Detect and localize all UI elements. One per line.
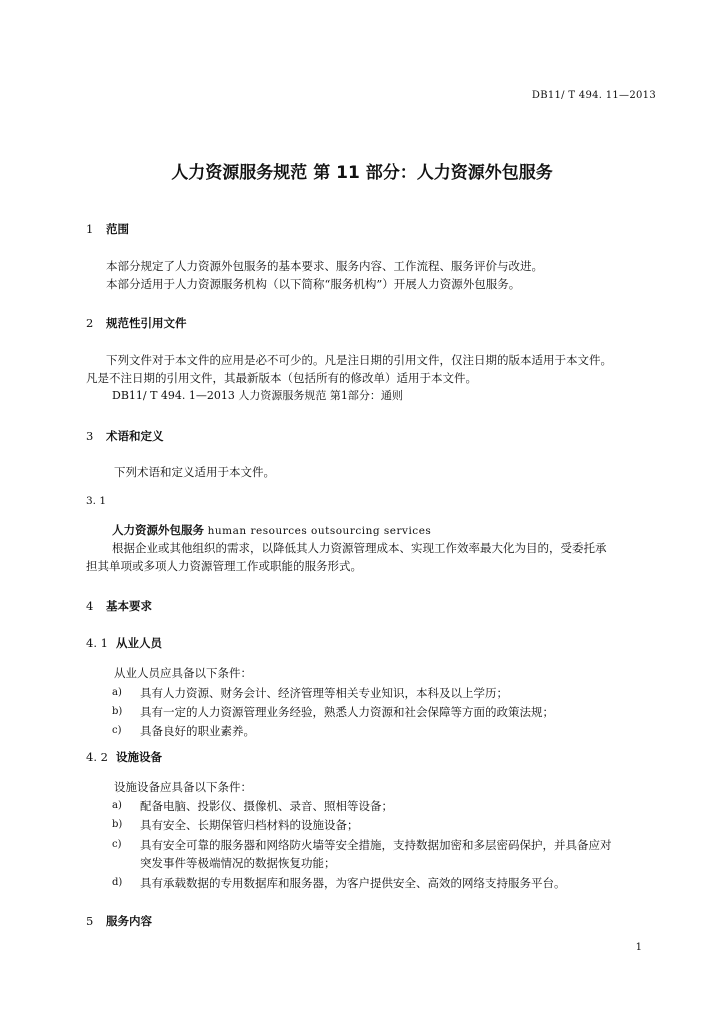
section-3-paragraph: 下列术语和定义适用于本文件。	[114, 465, 275, 479]
section-3-heading	[86, 427, 164, 445]
term-english: human resources outsourcing services	[207, 525, 432, 537]
term-chinese: 人力资源外包服务	[112, 523, 204, 537]
term-entry	[112, 521, 431, 540]
list-item-text: 具有一定的人力资源管理业务经验，熟悉人力资源和社会保障等方面的政策法规；	[140, 705, 554, 719]
clause-4-2-heading	[86, 748, 162, 766]
list-marker: a)	[112, 687, 122, 698]
section-2-paragraph-line-1: 下列文件对于本文件的应用是必不可少的。凡是注日期的引用文件，仅注日期的版本适用于本文件。	[106, 353, 612, 367]
section-4-heading	[86, 597, 152, 615]
section-number: 4	[86, 599, 94, 613]
page-number: 1	[635, 942, 642, 953]
section-title: 术语和定义	[106, 429, 164, 443]
clause-4-1-heading	[86, 634, 162, 652]
list-marker: a)	[112, 800, 122, 811]
list-marker: d)	[112, 877, 123, 888]
list-marker: c)	[112, 839, 122, 850]
list-item	[112, 816, 359, 834]
list-item-text: 具有承载数据的专用数据库和服务器，为客户提供安全、高效的网络支持服务平台。	[140, 876, 566, 890]
clause-title: 设施设备	[116, 750, 162, 764]
section-2-paragraph-line-2: 凡是不注日期的引用文件，其最新版本（包括所有的修改单）适用于本文件。	[86, 371, 477, 385]
clause-number: 4. 1	[86, 636, 108, 650]
section-title: 规范性引用文件	[106, 316, 187, 330]
section-title: 范围	[106, 222, 129, 236]
section-5-heading	[86, 912, 152, 930]
list-item	[112, 836, 612, 854]
list-item	[112, 722, 255, 740]
clause-title: 从业人员	[116, 636, 162, 650]
normative-reference: DB11/ T 494. 1—2013 人力资源服务规范 第1部分：通则	[112, 389, 403, 402]
list-item-text: 配备电脑、投影仪、摄像机、录音、照相等设备；	[140, 799, 393, 813]
list-item-text: 具有安全可靠的服务器和网络防火墙等安全措施，支持数据加密和多层密码保护，并具备应对	[140, 838, 612, 852]
clause-4-2-intro: 设施设备应具备以下条件：	[114, 780, 252, 794]
section-number: 1	[86, 222, 94, 236]
term-definition-line-2: 担其单项或多项人力资源管理工作或职能的服务形式。	[86, 559, 362, 573]
section-1-paragraph-2: 本部分适用于人力资源服务机构（以下简称“服务机构”）开展人力资源外包服务。	[106, 277, 521, 291]
term-definition-line-1: 根据企业或其他组织的需求，以降低其人力资源管理成本、实现工作效率最大化为目的，受委托承	[112, 541, 607, 555]
section-title: 基本要求	[106, 599, 152, 613]
list-marker: b)	[112, 706, 123, 717]
section-number: 5	[86, 914, 94, 928]
list-item-text: 具有人力资源、财务会计、经济管理等相关专业知识，本科及以上学历；	[140, 686, 508, 700]
section-2-heading	[86, 314, 187, 332]
list-item-continuation: 突发事件等极端情况的数据恢复功能；	[140, 856, 336, 870]
list-item	[112, 684, 508, 702]
clause-number: 4. 2	[86, 750, 108, 764]
standard-code-header: DB11/ T 494. 11—2013	[531, 90, 656, 101]
section-number: 2	[86, 316, 94, 330]
list-item	[112, 874, 566, 892]
clause-4-1-intro: 从业人员应具备以下条件：	[114, 666, 252, 680]
list-marker: b)	[112, 819, 123, 830]
document-title: 人力资源服务规范 第 11 部分：人力资源外包服务	[171, 163, 553, 183]
list-marker: c)	[112, 725, 122, 736]
section-1-heading	[86, 220, 129, 238]
list-item	[112, 703, 554, 721]
list-item-text: 具有安全、长期保管归档材料的设施设备；	[140, 818, 359, 832]
list-item-text: 具备良好的职业素养。	[140, 724, 255, 738]
section-title: 服务内容	[106, 914, 152, 928]
section-1-paragraph-1: 本部分规定了人力资源外包服务的基本要求、服务内容、工作流程、服务评价与改进。	[106, 259, 543, 273]
list-item	[112, 797, 393, 815]
clause-3-1-number: 3. 1	[86, 495, 107, 507]
section-number: 3	[86, 429, 94, 443]
